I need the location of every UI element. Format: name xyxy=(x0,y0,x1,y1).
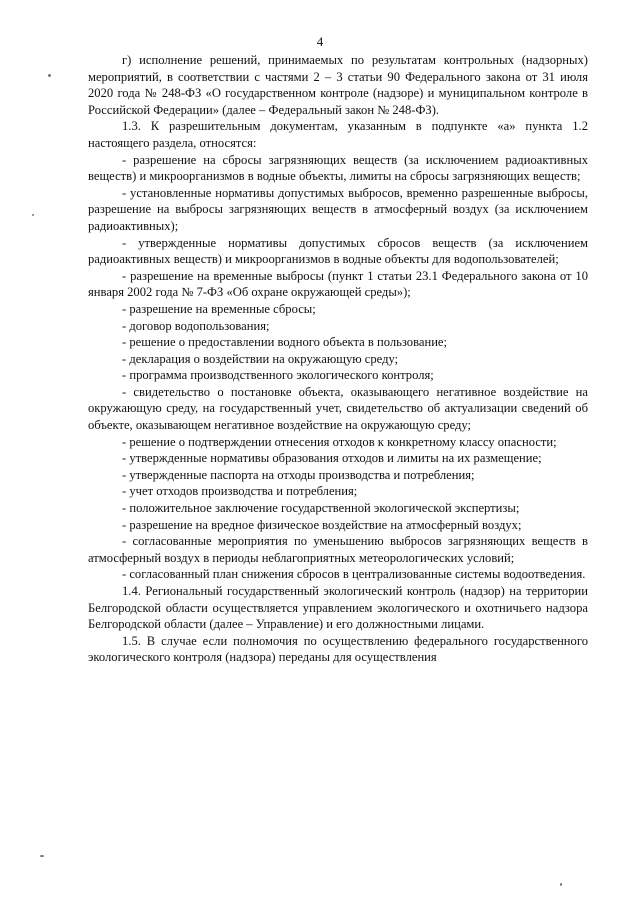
list-item-emission-norms: - установленные нормативы допустимых выбросов, временно разрешенные выбросы, разрешение на выбросы загрязняющих веществ в атмосферный воздух (за исключением радиоактивных); xyxy=(88,185,588,233)
list-item-discharge-norms: - утвержденные нормативы допустимых сбросов веществ (за исключением радиоактивных веществ) и микроорганизмов в водные объекты для водопользователей; xyxy=(88,235,588,267)
list-item-impact-declaration: - декларация о воздействии на окружающую среду; xyxy=(122,351,399,366)
list-item-registration-certificate: - свидетельство о постановке объекта, оказывающего негативное воздействие на окружающую среду, на государственный учет, свидетельство об актуализации сведений об объекте, оказывающем негативное воздействие на окружающую среду; xyxy=(88,384,588,433)
scan-speck xyxy=(48,74,51,77)
list-item-sewage-plan: - согласованный план снижения сбросов в централизованные системы водоотведения. xyxy=(122,567,586,582)
paragraph-subitem-g: г) исполнение решений, принимаемых по результатам контрольных (надзорных) мероприятий, в соответствии с частями 2 – 3 статьи 90 Федерального закона от 31 июля 2020 года № 248-ФЗ «О государственном контроле (надзоре) и муниципальном контроле в Российской Федерации» (далее – Федеральный закон № 248-ФЗ). xyxy=(88,53,588,117)
scan-speck xyxy=(560,883,562,886)
list-item-weather-measures: - согласованные мероприятия по уменьшению выбросов загрязняющих веществ в атмосферный воздух в периоды неблагоприятных метеорологических условий; xyxy=(88,534,588,565)
list-item-expertise-conclusion: - положительное заключение государственной экологической экспертизы; xyxy=(122,501,520,516)
list-item-temporary-discharges: - разрешение на временные сбросы; xyxy=(122,301,316,316)
list-item-control-program: - программа производственного экологического контроля; xyxy=(122,368,434,383)
list-item-waste-passports: - утвержденные паспорта на отходы производства и потребления; xyxy=(122,467,475,482)
list-item-physical-impact-permit: - разрешение на вредное физическое воздействие на атмосферный воздух; xyxy=(122,517,522,532)
list-item-temporary-emissions: - разрешение на временные выбросы (пункт 1 статьи 23.1 Федерального закона от 10 января 2002 года № 7-ФЗ «Об охране окружающей среды»); xyxy=(88,268,588,300)
list-item-hazard-class-decision: - решение о подтверждении отнесения отходов к конкретному классу опасности; xyxy=(122,434,557,449)
list-item-water-body-decision: - решение о предоставлении водного объекта в пользование; xyxy=(122,335,448,350)
list-item-waste-accounting: - учет отходов производства и потребления; xyxy=(122,484,358,499)
page-number: 4 xyxy=(316,34,324,49)
scan-speck xyxy=(32,214,34,216)
list-item-waste-norms: - утвержденные нормативы образования отходов и лимиты на их размещение; xyxy=(122,451,542,466)
document-body xyxy=(88,52,588,666)
paragraph-1-3: 1.3. К разрешительным документам, указанным в подпункте «а» пункта 1.2 настоящего раздела, относятся: xyxy=(88,119,588,150)
list-item-water-use-contract: - договор водопользования; xyxy=(122,318,270,333)
list-item-discharge-permit: - разрешение на сбросы загрязняющих веществ (за исключением радиоактивных веществ) и микроорганизмов в водные объекты, лимиты на сбросы загрязняющих веществ; xyxy=(88,152,588,184)
scan-speck xyxy=(40,855,44,857)
paragraph-1-4: 1.4. Региональный государственный экологический контроль (надзор) на территории Белгородской области осуществляется управлением экологического и охотничьего надзора Белгородской области (далее – Управление) и его должностными лицами. xyxy=(88,584,588,632)
paragraph-1-5: 1.5. В случае если полномочия по осуществлению федерального государственного экологического контроля (надзора) переданы для осуществления xyxy=(88,633,588,665)
